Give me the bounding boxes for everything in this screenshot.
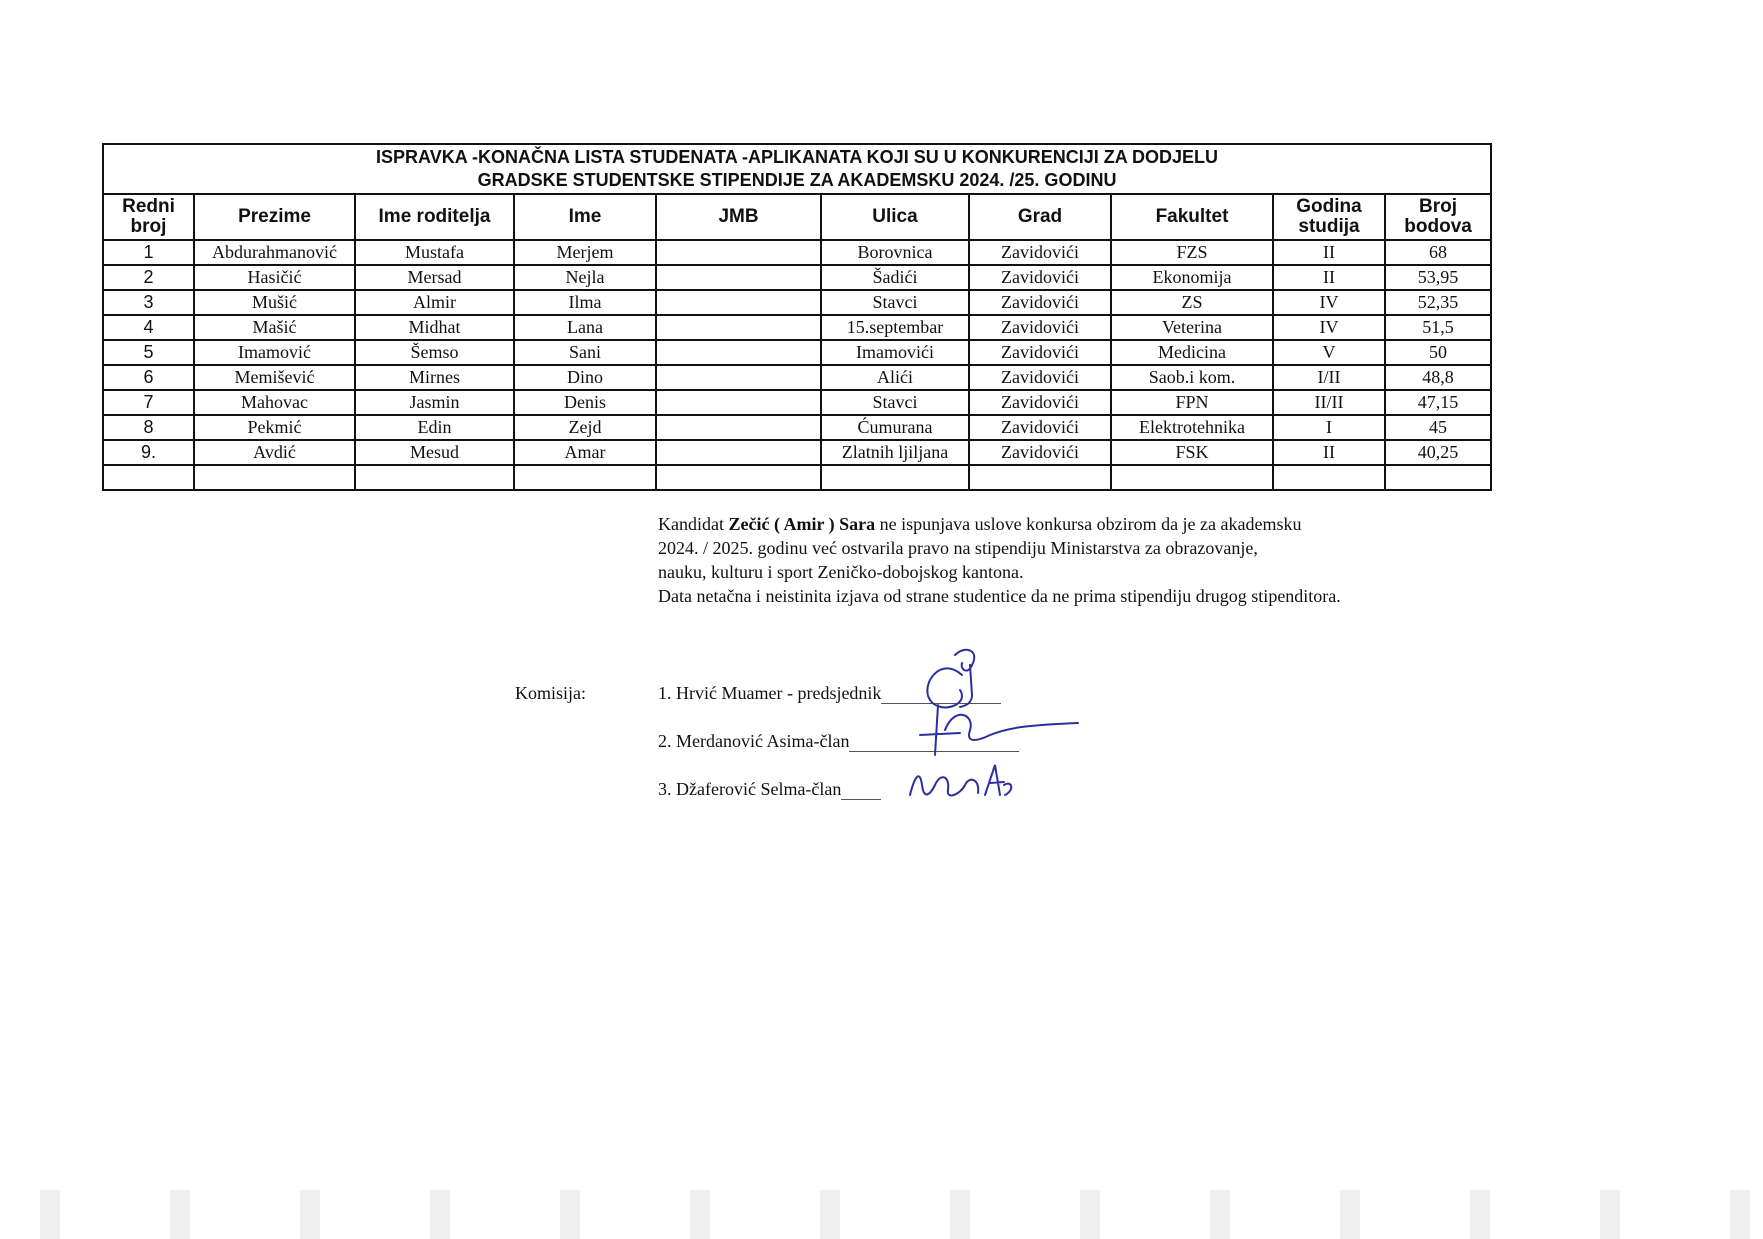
cell-fakultet: FPN [1111, 390, 1273, 415]
cell-ulica: Alići [821, 365, 969, 390]
column-header: Ime [514, 194, 656, 240]
table-row [103, 390, 1491, 415]
table-row [103, 315, 1491, 340]
scholarship-list-table [102, 143, 1492, 491]
cell-fakultet: FZS [1111, 240, 1273, 265]
cell-prezime: Avdić [194, 440, 355, 465]
cell-grad: Zavidovići [969, 265, 1111, 290]
cell-jmb [656, 465, 821, 490]
cell-fakultet [1111, 465, 1273, 490]
cell-grad: Zavidovići [969, 290, 1111, 315]
cell-bodovi: 52,35 [1385, 290, 1491, 315]
cell-godina: IV [1273, 315, 1385, 340]
column-header: Broj bodova [1385, 194, 1491, 240]
cell-grad: Zavidovići [969, 390, 1111, 415]
cell-bodovi: 45 [1385, 415, 1491, 440]
cell-ime-roditelja: Šemso [355, 340, 514, 365]
cell-prezime: Mašić [194, 315, 355, 340]
cell-ime: Sani [514, 340, 656, 365]
cell-ime: Nejla [514, 265, 656, 290]
handwritten-signatures [900, 645, 1100, 815]
cell-prezime [194, 465, 355, 490]
cell-ime [514, 465, 656, 490]
cell-prezime: Imamović [194, 340, 355, 365]
cell-redni-broj [103, 465, 194, 490]
cell-ime: Zejd [514, 415, 656, 440]
scholarship-list-table-container [102, 143, 1490, 491]
note-line-1-rest: ne ispunjava uslove konkursa obzirom da je za akademsku [875, 514, 1302, 534]
cell-ime: Lana [514, 315, 656, 340]
cell-bodovi: 47,15 [1385, 390, 1491, 415]
cell-ulica: Imamovići [821, 340, 969, 365]
cell-godina [1273, 465, 1385, 490]
cell-prezime: Abdurahmanović [194, 240, 355, 265]
signature-line [841, 799, 881, 800]
note-line-1 [658, 512, 1478, 536]
cell-grad: Zavidovići [969, 365, 1111, 390]
cell-fakultet: Veterina [1111, 315, 1273, 340]
cell-jmb [656, 415, 821, 440]
cell-godina: V [1273, 340, 1385, 365]
header-row [103, 194, 1491, 240]
cell-ulica: Stavci [821, 290, 969, 315]
column-header: Redni broj [103, 194, 194, 240]
cell-jmb [656, 390, 821, 415]
cell-redni-broj: 3 [103, 290, 194, 315]
cell-ime-roditelja: Midhat [355, 315, 514, 340]
cell-prezime: Memišević [194, 365, 355, 390]
cell-jmb [656, 265, 821, 290]
cell-godina: IV [1273, 290, 1385, 315]
cell-redni-broj: 5 [103, 340, 194, 365]
cell-redni-broj: 1 [103, 240, 194, 265]
column-header: Prezime [194, 194, 355, 240]
cell-ime-roditelja: Jasmin [355, 390, 514, 415]
cell-ime-roditelja: Mersad [355, 265, 514, 290]
cell-jmb [656, 315, 821, 340]
cell-godina: I [1273, 415, 1385, 440]
candidate-name: Zečić ( Amir ) Sara [728, 514, 876, 534]
cell-grad: Zavidovići [969, 315, 1111, 340]
column-header: Ulica [821, 194, 969, 240]
cell-jmb [656, 290, 821, 315]
table-row [103, 365, 1491, 390]
cell-fakultet: ZS [1111, 290, 1273, 315]
member-name: 3. Džaferović Selma-član [658, 779, 842, 799]
cell-ime: Amar [514, 440, 656, 465]
cell-bodovi: 51,5 [1385, 315, 1491, 340]
column-header: Ime roditelja [355, 194, 514, 240]
cell-godina: II/II [1273, 390, 1385, 415]
cell-ulica: 15.septembar [821, 315, 969, 340]
table-title [103, 144, 1491, 194]
cell-ime-roditelja: Mesud [355, 440, 514, 465]
column-header: Fakultet [1111, 194, 1273, 240]
cell-bodovi: 48,8 [1385, 365, 1491, 390]
table-row [103, 290, 1491, 315]
note-line-3: nauku, kulturu i sport Zeničko-dobojskog kantona. [658, 562, 1024, 582]
column-header: Godina studija [1273, 194, 1385, 240]
cell-ulica [821, 465, 969, 490]
note-line-2: 2024. / 2025. godinu već ostvarila pravo na stipendiju Ministarstva za obrazovanje, [658, 538, 1258, 558]
cell-ulica: Ćumurana [821, 415, 969, 440]
cell-redni-broj: 9. [103, 440, 194, 465]
cell-jmb [656, 240, 821, 265]
member-name: 2. Merdanović Asima-član [658, 731, 850, 751]
cell-grad [969, 465, 1111, 490]
cell-ime: Ilma [514, 290, 656, 315]
member-name: 1. Hrvić Muamer - predsjednik [658, 683, 882, 703]
cell-bodovi: 50 [1385, 340, 1491, 365]
column-header: Grad [969, 194, 1111, 240]
commission-label: Komisija: [515, 683, 586, 703]
cell-jmb [656, 440, 821, 465]
signature-2 [920, 705, 1078, 755]
cell-grad: Zavidovići [969, 340, 1111, 365]
cell-ime: Dino [514, 365, 656, 390]
cell-ime-roditelja: Edin [355, 415, 514, 440]
cell-ulica: Borovnica [821, 240, 969, 265]
table-row [103, 340, 1491, 365]
scan-noise-strip [0, 1190, 1763, 1239]
cell-grad: Zavidovići [969, 240, 1111, 265]
cell-godina: I/II [1273, 365, 1385, 390]
column-header: JMB [656, 194, 821, 240]
cell-redni-broj: 4 [103, 315, 194, 340]
table-row [103, 265, 1491, 290]
cell-grad: Zavidovići [969, 440, 1111, 465]
signature-1 [927, 650, 974, 708]
cell-redni-broj: 8 [103, 415, 194, 440]
title-line-1: ISPRAVKA -KONAČNA LISTA STUDENATA -APLIKANATA KOJI SU U KONKURENCIJI ZA DODJELU [376, 147, 1219, 167]
table-row [103, 465, 1491, 490]
cell-jmb [656, 340, 821, 365]
cell-prezime: Mušić [194, 290, 355, 315]
cell-ime-roditelja: Mustafa [355, 240, 514, 265]
cell-fakultet: Ekonomija [1111, 265, 1273, 290]
disqualification-note [658, 512, 1478, 608]
cell-fakultet: Elektrotehnika [1111, 415, 1273, 440]
cell-ulica: Stavci [821, 390, 969, 415]
cell-ime: Merjem [514, 240, 656, 265]
title-line-2: GRADSKE STUDENTSKE STIPENDIJE ZA AKADEMSKU 2024. /25. GODINU [477, 170, 1117, 190]
cell-fakultet: Medicina [1111, 340, 1273, 365]
cell-prezime: Mahovac [194, 390, 355, 415]
cell-godina: II [1273, 240, 1385, 265]
cell-ime: Denis [514, 390, 656, 415]
cell-godina: II [1273, 440, 1385, 465]
cell-ime-roditelja: Mirnes [355, 365, 514, 390]
cell-redni-broj: 7 [103, 390, 194, 415]
table-body [103, 240, 1491, 490]
cell-ulica: Zlatnih ljiljana [821, 440, 969, 465]
cell-godina: II [1273, 265, 1385, 290]
cell-prezime: Pekmić [194, 415, 355, 440]
note-prefix: Kandidat [658, 514, 729, 534]
commission-member-3 [658, 779, 881, 800]
cell-bodovi: 40,25 [1385, 440, 1491, 465]
cell-jmb [656, 365, 821, 390]
cell-fakultet: Saob.i kom. [1111, 365, 1273, 390]
cell-bodovi: 53,95 [1385, 265, 1491, 290]
cell-fakultet: FSK [1111, 440, 1273, 465]
cell-ime-roditelja [355, 465, 514, 490]
note-line-4: Data netačna i neistinita izjava od strane studentice da ne prima stipendiju drugog stipenditora. [658, 586, 1341, 606]
table-row [103, 240, 1491, 265]
cell-ime-roditelja: Almir [355, 290, 514, 315]
cell-grad: Zavidovići [969, 415, 1111, 440]
cell-redni-broj: 6 [103, 365, 194, 390]
table-row [103, 415, 1491, 440]
cell-bodovi [1385, 465, 1491, 490]
cell-redni-broj: 2 [103, 265, 194, 290]
cell-ulica: Šadići [821, 265, 969, 290]
cell-prezime: Hasičić [194, 265, 355, 290]
signature-3 [910, 765, 1011, 795]
cell-bodovi: 68 [1385, 240, 1491, 265]
table-row [103, 440, 1491, 465]
